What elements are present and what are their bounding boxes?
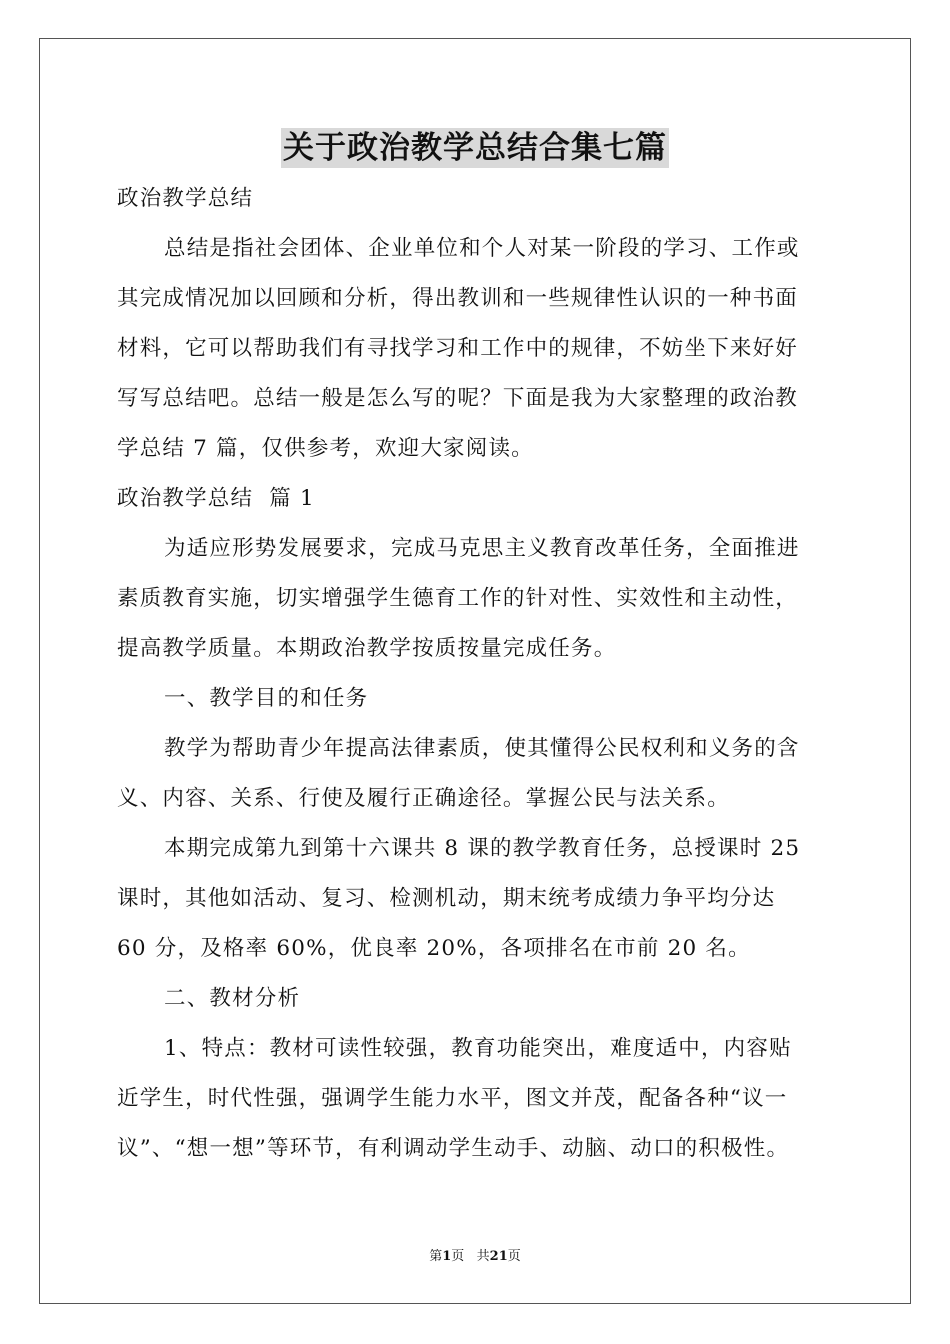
paragraph-line: 其完成情况加以回顾和分析，得出教训和一些规律性认识的一种书面 — [117, 286, 799, 311]
paragraph-line: 教学为帮助青少年提高法律素质，使其懂得公民权利和义务的含 — [164, 736, 800, 761]
title-container — [0, 128, 950, 168]
paragraph-line: 总结是指社会团体、企业单位和个人对某一阶段的学习、工作或 — [164, 236, 800, 261]
section-heading: 政治教学总结 — [117, 186, 254, 211]
document-title: 关于政治教学总结合集七篇 — [283, 130, 667, 166]
footer-page-suffix: 页 — [507, 1249, 521, 1264]
footer-page-number: 1 — [442, 1249, 452, 1264]
page-footer — [0, 1248, 950, 1266]
paragraph-line: 提高教学质量。本期政治教学按质按量完成任务。 — [117, 636, 617, 661]
paragraph-line: 为适应形势发展要求，完成马克思主义教育改革任务，全面推进 — [164, 536, 800, 561]
subheading: 一、教学目的和任务 — [164, 686, 369, 711]
page-border — [39, 38, 911, 1304]
paragraph-line: 义、内容、关系、行使及履行正确途径。掌握公民与法关系。 — [117, 786, 730, 811]
paragraph-line: 学总结 7 篇，仅供参考，欢迎大家阅读。 — [117, 436, 534, 461]
paragraph-line: 课时，其他如活动、复习、检测机动，期末统考成绩力争平均分达 — [117, 886, 776, 911]
paragraph-line: 写写总结吧。总结一般是怎么写的呢？下面是我为大家整理的政治教 — [117, 386, 799, 411]
paragraph-line: 60 分，及格率 60%，优良率 20%，各项排名在市前 20 名。 — [117, 936, 751, 961]
paragraph-line: 材料，它可以帮助我们有寻找学习和工作中的规律，不妨坐下来好好 — [117, 336, 799, 361]
footer-total-pages: 21 — [489, 1249, 508, 1264]
paragraph-line: 1、特点：教材可读性较强，教育功能突出，难度适中，内容贴 — [164, 1036, 792, 1061]
subheading: 二、教材分析 — [164, 986, 301, 1011]
paragraph-line: 近学生，时代性强，强调学生能力水平，图文并茂，配备各种“议一 — [117, 1086, 788, 1111]
footer-page-mid: 页 共 — [451, 1249, 490, 1264]
paragraph-line: 议”、“想一想”等环节，有利调动学生动手、动脑、动口的积极性。 — [117, 1136, 790, 1161]
paragraph-line: 本期完成第九到第十六课共 8 课的教学教育任务，总授课时 25 — [164, 836, 801, 861]
paragraph-line: 素质教育实施，切实增强学生德育工作的针对性、实效性和主动性， — [117, 586, 799, 611]
section-heading: 政治教学总结 篇 1 — [117, 486, 315, 511]
footer-page-prefix: 第 — [429, 1249, 443, 1264]
